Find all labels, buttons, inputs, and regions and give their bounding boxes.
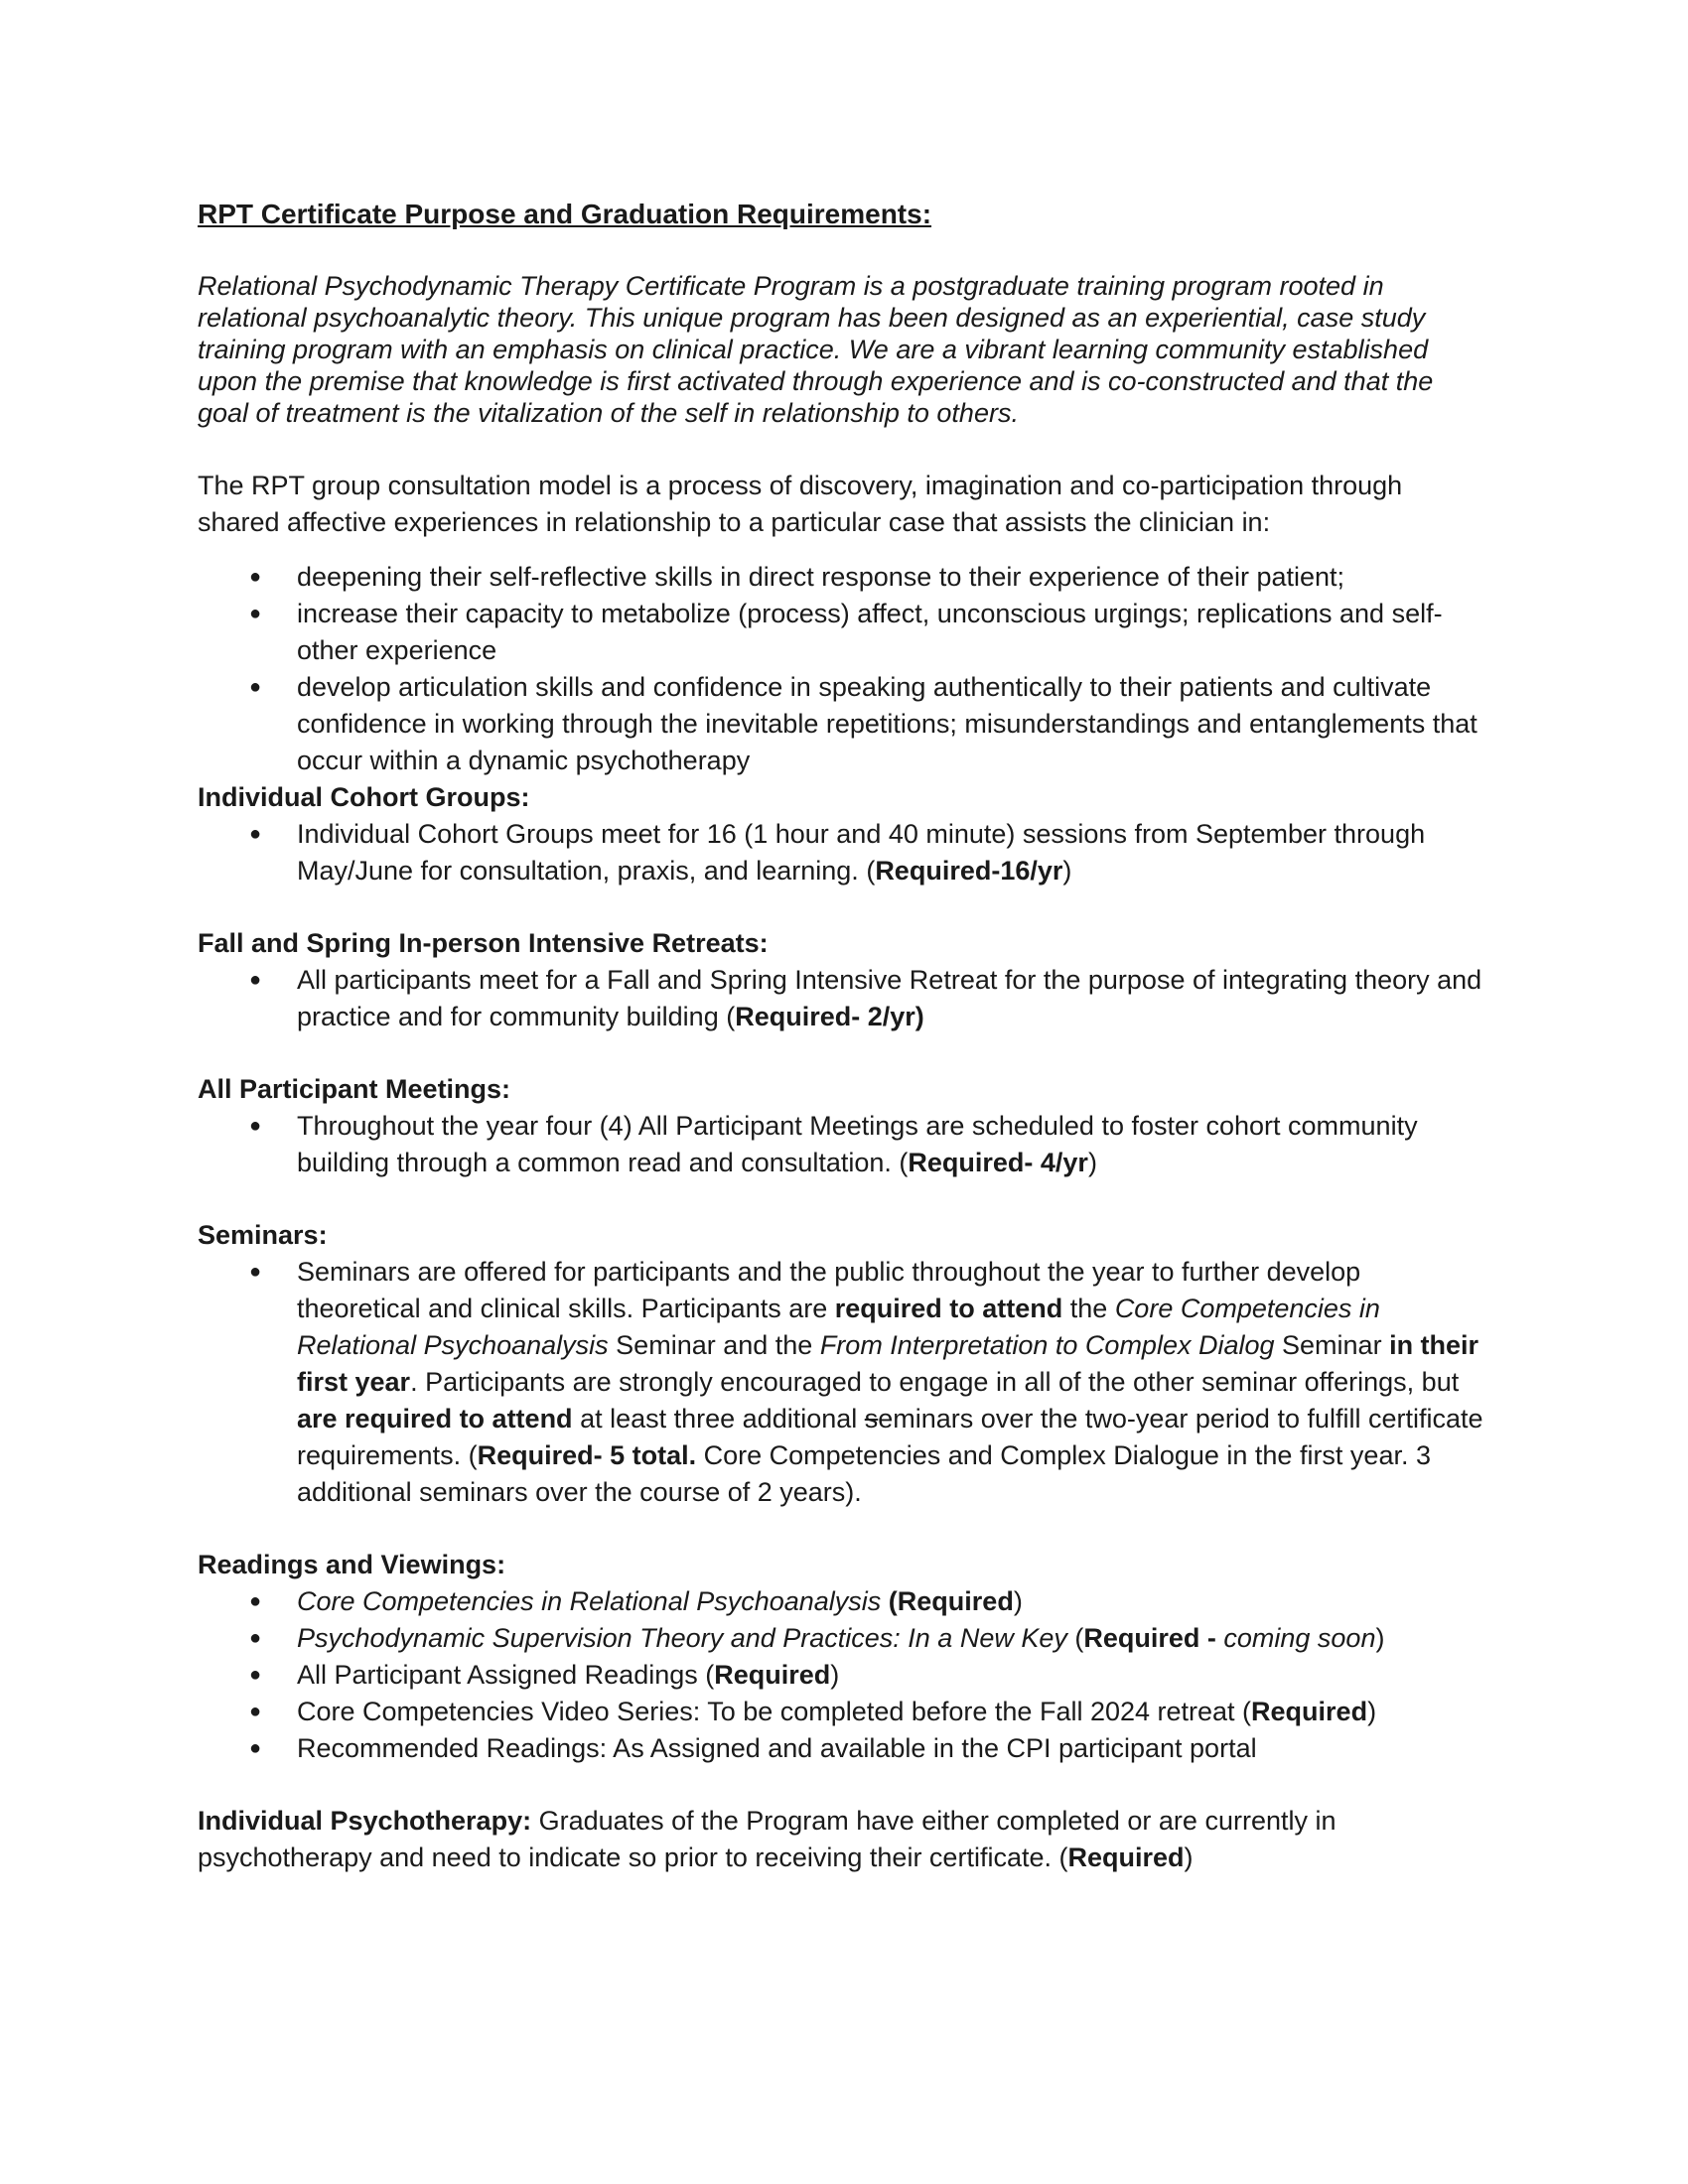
bullet-icon: ● (249, 1737, 262, 1759)
bullet-icon: ● (249, 603, 262, 624)
psychotherapy-paragraph: Individual Psychotherapy: Graduates of the Program have either completed or are currently in psychotherapy and need to indicate so prior to receiving their certificate. (Required) (198, 1806, 1336, 1872)
list-item: ● All Participant Assigned Readings (Required) (198, 1657, 1488, 1694)
seminars-section (198, 1217, 1488, 1511)
bullet-icon: ● (249, 1701, 262, 1722)
bullet-icon: ● (249, 823, 262, 845)
bullet-icon: ● (249, 1115, 262, 1137)
list-item: ● Seminars are offered for participants and the public throughout the year to further develop theoretical and clinical skills. Participants are required to attend the Core Competencies in Relational Psychoanalysis Seminar and the From Interpretation to Complex Dialog Seminar in their first year. Participants are strongly encouraged to engage in all of the other seminar offerings, but are required to attend at least three additional seminars over the two-year period to fulfill certificate requirements. (Required- 5 total. Core Competencies and Complex Dialogue in the first year. 3 additional seminars over the course of 2 years). (198, 1254, 1488, 1511)
intro-paragraph: Relational Psychodynamic Therapy Certificate Program is a postgraduate training program rooted in relational psychoanalytic theory. This unique program has been designed as an experiential, case study training program with an emphasis on clinical practice. We are a vibrant learning community established upon the premise that knowledge is first activated through experience and is co-constructed and that the goal of treatment is the vitalization of the self in relationship to others. (198, 271, 1434, 428)
list-item: ● Throughout the year four (4) All Participant Meetings are scheduled to foster cohort community building through a common read and consultation. (Required- 4/yr) (198, 1108, 1488, 1181)
section-heading: Fall and Spring In-person Intensive Retreats: (198, 928, 769, 958)
cohort-section (198, 779, 1488, 889)
section-heading: Individual Cohort Groups: (198, 782, 530, 812)
section-heading: Seminars: (198, 1220, 328, 1250)
list-item: ● Recommended Readings: As Assigned and available in the CPI participant portal (198, 1730, 1488, 1767)
list-item: ● Core Competencies Video Series: To be completed before the Fall 2024 retreat (Required) (198, 1694, 1488, 1730)
meetings-section (198, 1071, 1488, 1181)
list-item: ● Individual Cohort Groups meet for 16 (1 hour and 40 minute) sessions from September through May/June for consultation, praxis, and learning. (Required-16/yr) (198, 816, 1488, 889)
bullet-icon: ● (249, 1664, 262, 1686)
readings-section (198, 1547, 1488, 1767)
page-title: RPT Certificate Purpose and Graduation Requirements: (198, 199, 932, 229)
section-heading: Readings and Viewings: (198, 1550, 506, 1579)
bullet-icon: ● (249, 969, 262, 991)
section-heading: All Participant Meetings: (198, 1074, 511, 1104)
list-item: ● increase their capacity to metabolize (process) affect, unconscious urgings; replications and self-other experience (198, 596, 1488, 669)
section-heading: Individual Psychotherapy: (198, 1806, 532, 1836)
psychotherapy-section (198, 1803, 1488, 1876)
consultation-paragraph: The RPT group consultation model is a process of discovery, imagination and co-participation through shared affective experiences in relationship to a particular case that assists the clinician in: (198, 471, 1403, 537)
list-item: ● deepening their self-reflective skills in direct response to their experience of their patient; (198, 559, 1488, 596)
list-item: ● Core Competencies in Relational Psychoanalysis (Required) (198, 1583, 1488, 1620)
bullet-icon: ● (249, 676, 262, 698)
bullet-icon: ● (249, 1627, 262, 1649)
retreats-section (198, 925, 1488, 1035)
document-content (198, 196, 1488, 1876)
bullet-icon: ● (249, 1261, 262, 1283)
bullet-icon: ● (249, 1590, 262, 1612)
consultation-list (198, 559, 1488, 779)
list-item: ● develop articulation skills and confidence in speaking authentically to their patients and cultivate confidence in working through the inevitable repetitions; misunderstandings and entanglements that occur within a dynamic psychotherapy (198, 669, 1488, 779)
list-item: ● Psychodynamic Supervision Theory and Practices: In a New Key (Required - coming soon) (198, 1620, 1488, 1657)
list-item: ● All participants meet for a Fall and Spring Intensive Retreat for the purpose of integrating theory and practice and for community building (Required- 2/yr) (198, 962, 1488, 1035)
bullet-icon: ● (249, 566, 262, 588)
